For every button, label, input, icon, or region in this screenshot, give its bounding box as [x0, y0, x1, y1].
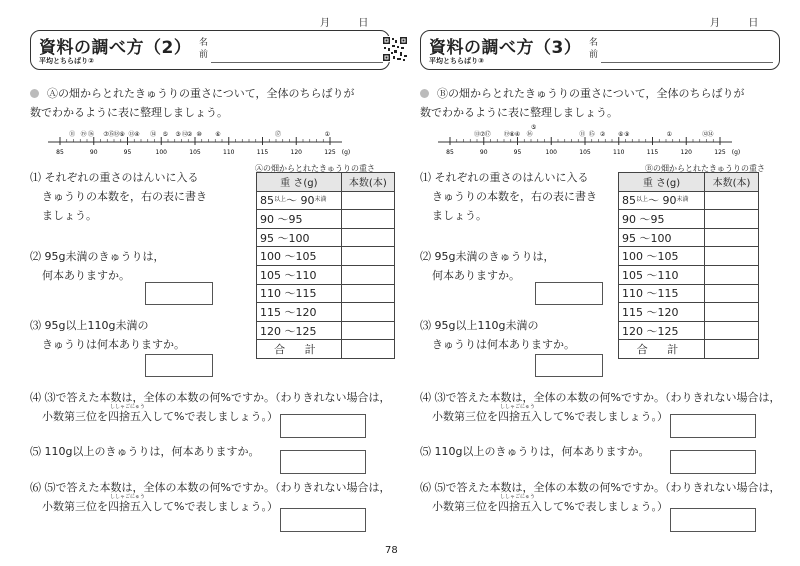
tick-label: 90	[89, 149, 98, 156]
count-cell[interactable]	[341, 210, 394, 229]
table-row-total: 合 計	[619, 340, 759, 359]
count-cell[interactable]	[341, 284, 394, 303]
bullet-icon	[420, 89, 429, 98]
data-point-label: ④	[514, 131, 521, 138]
count-cell[interactable]	[341, 321, 394, 340]
data-point-label: ⑪	[579, 131, 586, 138]
table-caption: Ⓑの畑からとれたきゅうりの重さ	[645, 164, 765, 173]
count-cell[interactable]	[341, 228, 394, 247]
answer-box-2[interactable]	[145, 282, 213, 305]
question-3: ⑶ 95g以上110g未満の きゅうりは何本ありますか。	[30, 319, 185, 351]
data-point-label: ⑨	[119, 131, 125, 138]
data-point-label: ⑲	[503, 131, 510, 138]
tick-label: (g)	[341, 149, 351, 156]
table-header-weight: 重 さ(g)	[257, 173, 342, 192]
data-point-label: ⑭	[707, 131, 714, 138]
qr-code-icon	[382, 36, 408, 62]
name-input[interactable]	[601, 62, 773, 63]
day-label: 日	[748, 18, 759, 29]
answer-box-5[interactable]	[280, 450, 366, 474]
bullet-icon	[30, 89, 39, 98]
tick-label: (g)	[731, 149, 741, 156]
data-point-label: ⑰	[484, 131, 491, 138]
worksheet-right	[420, 0, 785, 566]
total-cell[interactable]	[341, 340, 394, 359]
tick-label: 125	[714, 149, 726, 156]
question-4: ⑷ ⑶で答えた本数は，全体の本数の何%ですか。（わりきれない場合は， 小数第三位を四捨五入して%で表しましょう。）	[30, 391, 391, 423]
question-5: ⑸ 110g以上のきゅうりは，何本ありますか。	[30, 445, 260, 458]
month-label: 月	[710, 18, 720, 29]
name-input[interactable]	[211, 62, 383, 63]
data-point-label: ⑩	[196, 131, 202, 138]
count-cell[interactable]	[341, 247, 394, 266]
table-row-total: 合 計	[257, 340, 395, 359]
question-5: ⑸ 110g以上のきゅうりは，何本ありますか。	[420, 445, 650, 458]
date-field	[710, 14, 758, 29]
count-cell[interactable]	[705, 321, 759, 340]
tick-label: 90	[479, 149, 488, 156]
answer-box-3[interactable]	[535, 354, 603, 377]
data-point-label: ⑯	[88, 131, 95, 138]
tick-label: 120	[290, 149, 302, 156]
tick-label: 95	[513, 149, 522, 156]
total-cell[interactable]	[705, 340, 759, 359]
data-point-label: ①	[324, 131, 330, 138]
table-header-count: 本数(本)	[341, 173, 394, 192]
data-point-label: ⑨	[624, 131, 630, 138]
data-point-label: ⑥	[618, 131, 624, 138]
page-title: 資料の調べ方（3）	[429, 38, 582, 58]
tick-label: 85	[56, 149, 64, 156]
table-row: $85^{以上}\sim$ $90^{未満}$	[619, 191, 759, 210]
data-point-label: ①	[666, 131, 673, 138]
tick-label: 100	[545, 149, 557, 156]
count-cell[interactable]	[705, 210, 759, 229]
page-number: 78	[385, 545, 398, 556]
data-point-label: ⑥	[215, 131, 221, 138]
date-field	[320, 14, 368, 29]
table-row: 90 ～95	[257, 210, 395, 229]
data-point-label: ⑱	[113, 131, 120, 138]
table-row: 105 ～110	[619, 265, 759, 284]
tick-label: 110	[613, 149, 625, 156]
tick-label: 115	[256, 149, 269, 156]
ruby-text: ししゃごにゅう	[500, 494, 535, 500]
page-subtitle: 平均とちらばり③	[429, 57, 484, 65]
data-point-label: ⑯	[526, 131, 533, 138]
table-row: 95 ～100	[619, 228, 759, 247]
table-row: 110 ～115	[619, 284, 759, 303]
ruby-text: ししゃごにゅう	[110, 404, 145, 410]
count-cell[interactable]	[341, 303, 394, 322]
question-1: ⑴ それぞれの重さのはんいに入る きゅうりの本数を，右の表に書き ましょう。	[420, 171, 597, 222]
answer-box-4[interactable]	[670, 414, 756, 438]
answer-box-2[interactable]	[535, 282, 603, 305]
count-cell[interactable]	[705, 191, 759, 210]
name-label: 名 前	[589, 38, 599, 60]
data-point-label: ⑫	[702, 131, 709, 138]
table-row: 95 ～100	[257, 228, 395, 247]
header-box	[420, 30, 780, 70]
count-cell[interactable]	[705, 247, 759, 266]
tick-label: 105	[579, 149, 591, 156]
number-line	[30, 122, 360, 158]
table-header-weight: 重 さ(g)	[619, 173, 705, 192]
answer-box-3[interactable]	[145, 354, 213, 377]
ruby-text: ししゃごにゅう	[500, 404, 535, 410]
table-row: 100 ～105	[619, 247, 759, 266]
table-row: 115 ～120	[257, 303, 395, 322]
data-point-label: ⑤	[531, 124, 537, 131]
data-point-label: ⑪	[69, 131, 76, 138]
count-cell[interactable]	[705, 284, 759, 303]
table-row: 120 ～125	[257, 321, 395, 340]
data-point-label: ⑮	[108, 131, 115, 138]
count-cell[interactable]	[341, 191, 394, 210]
data-point-label: ⑧	[509, 131, 515, 138]
count-cell[interactable]	[705, 228, 759, 247]
question-6: ⑹ ⑸で答えた本数は，全体の本数の何%ですか。（わりきれない場合は， 小数第三位を四捨五入して%で表しましょう。）	[420, 481, 781, 513]
question-2: ⑵ 95g未満のきゅうりは， 何本ありますか。	[30, 250, 165, 282]
tick-label: 115	[646, 149, 659, 156]
question-2: ⑵ 95g未満のきゅうりは， 何本ありますか。	[420, 250, 555, 282]
day-label: 日	[358, 18, 369, 29]
data-point-label: ⑭	[150, 131, 157, 138]
count-cell[interactable]	[705, 303, 759, 322]
frequency-table	[256, 172, 395, 359]
table-row: 115 ～120	[619, 303, 759, 322]
tick-label: 105	[189, 149, 201, 156]
tick-label: 85	[446, 149, 454, 156]
intro-text: Ⓐの畑からとれたきゅうりの重さについて，全体のちらばりが 数でわかるように表に整理しましょう。	[30, 87, 355, 119]
count-cell[interactable]	[341, 265, 394, 284]
data-point-label: ⑰	[275, 131, 282, 138]
question-6: ⑹ ⑸で答えた本数は，全体の本数の何%ですか。（わりきれない場合は， 小数第三位を四捨五入して%で表しましょう。）	[30, 481, 391, 513]
month-label: 月	[320, 18, 330, 29]
tick-label: 95	[123, 149, 132, 156]
table-header-count: 本数(本)	[705, 173, 759, 192]
data-point-label: ⑦	[103, 131, 109, 138]
data-point-label: ⑬	[128, 131, 135, 138]
data-point-label: ②	[186, 131, 193, 138]
table-row: 90 ～95	[619, 210, 759, 229]
answer-box-5[interactable]	[670, 450, 756, 474]
tick-label: 125	[324, 149, 336, 156]
answer-box-6[interactable]	[280, 508, 366, 532]
question-3: ⑶ 95g以上110g未満の きゅうりは何本ありますか。	[420, 319, 575, 351]
tick-label: 120	[680, 149, 692, 156]
frequency-table	[618, 172, 759, 359]
data-point-label: ③	[175, 131, 181, 138]
header-box	[30, 30, 390, 70]
answer-box-4[interactable]	[280, 414, 366, 438]
data-point-label: ⑬	[473, 131, 481, 138]
table-row: 105 ～110	[257, 265, 395, 284]
data-point-label: ⑦	[479, 131, 486, 138]
data-point-label: ④	[134, 131, 140, 138]
data-point-label: ⑲	[80, 131, 87, 138]
intro-text: Ⓑの畑からとれたきゅうりの重さについて，全体のちらばりが 数でわかるように表に整理しましょう。	[420, 87, 745, 119]
number-line	[420, 122, 750, 158]
count-cell[interactable]	[705, 265, 759, 284]
question-1: ⑴ それぞれの重さのはんいに入る きゅうりの本数を，右の表に書き ましょう。	[30, 171, 207, 222]
ruby-text: ししゃごにゅう	[110, 494, 145, 500]
page-subtitle: 平均とちらばり②	[39, 57, 94, 65]
table-caption: Ⓐの畑からとれたきゅうりの重さ	[255, 164, 375, 173]
name-label: 名 前	[199, 38, 209, 60]
question-4: ⑷ ⑶で答えた本数は，全体の本数の何%ですか。（わりきれない場合は， 小数第三位を四捨五入して%で表しましょう。）	[420, 391, 781, 423]
answer-box-6[interactable]	[670, 508, 756, 532]
data-point-label: ②	[599, 131, 606, 138]
data-point-label: ⑫	[181, 131, 188, 138]
table-row: $85^{以上}\sim$ $90^{未満}$	[257, 191, 395, 210]
table-row: 110 ～115	[257, 284, 395, 303]
worksheet-left	[30, 0, 395, 566]
tick-label: 100	[155, 149, 167, 156]
data-point-label: ⑤	[162, 131, 168, 138]
table-row: 120 ～125	[619, 321, 759, 340]
data-point-label: ⑮	[588, 131, 595, 138]
tick-label: 110	[223, 149, 235, 156]
table-row: 100 ～105	[257, 247, 395, 266]
page-title: 資料の調べ方（2）	[39, 38, 192, 58]
